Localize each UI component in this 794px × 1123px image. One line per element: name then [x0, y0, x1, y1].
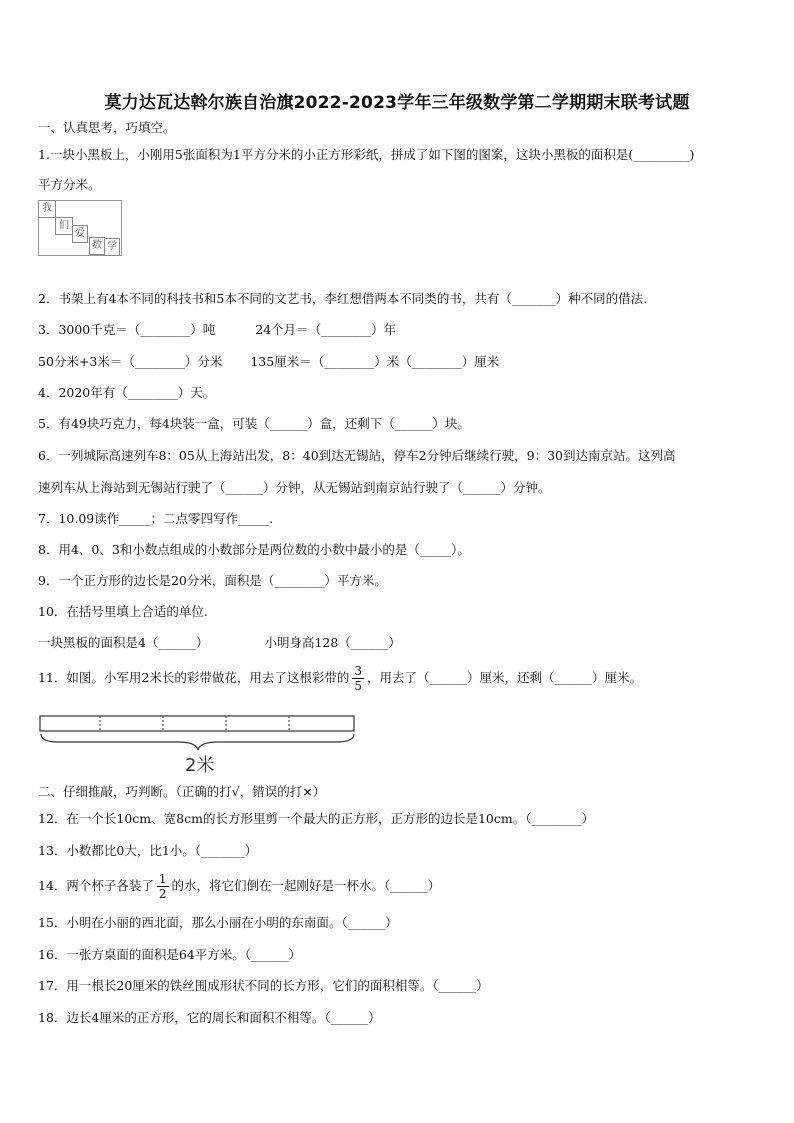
question-3d: 135厘米＝（________）米（________）厘米	[250, 354, 500, 369]
question-11-suffix: ，用去了（______）厘米，还剩（______）厘米。	[367, 670, 643, 685]
question-5: 5．有49块巧克力，每4块装一盒，可装（______）盒，还剩下（______）块。	[38, 416, 470, 431]
question-1-line-2: 平方分米。	[38, 177, 101, 192]
question-11-prefix: 11．如图。小军用2米长的彩带做花，用去了这根彩带的	[38, 670, 350, 685]
grid-cell: 数	[89, 237, 105, 255]
question-14-suffix: 的水，将它们倒在一起刚好是一杯水。（______）	[171, 878, 441, 893]
question-2: 2．书架上有4本不同的科技书和5本不同的文艺书，李红想借两本不同类的书，共有（_______）种不同的借法.	[38, 291, 648, 306]
brace	[41, 734, 354, 750]
question-9: 9．一个正方形的边长是20分米，面积是（________）平方米。	[38, 573, 387, 588]
question-7: 7．10.09读作_____；二点零四写作_____.	[38, 511, 274, 526]
question-8: 8．用4、0、3和小数点组成的小数部分是两位数的小数中最小的是（_____）。	[38, 542, 470, 557]
question-6-line-2: 速列车从上海站到无锡站行驶了（______）分钟，从无锡站到南京站行驶了（______）分钟。	[38, 480, 551, 495]
question-16: 16．一张方桌面的面积是64平方米。（______）	[38, 947, 302, 962]
grid-cell: 爱	[72, 225, 88, 243]
question-3b: 24个月＝（________）年	[255, 322, 397, 337]
fraction-denominator: 5	[354, 679, 363, 693]
question-13: 13．小数都比0大，比1小。（_______）	[38, 843, 258, 858]
question-15: 15．小明在小丽的西北面，那么小丽在小明的东南面。（______）	[38, 915, 398, 930]
ribbon-bar	[40, 716, 354, 731]
question-14	[38, 871, 440, 901]
question-10-row	[38, 634, 401, 652]
question-10: 10．在括号里填上合适的单位.	[38, 604, 208, 619]
question-14-prefix: 14．两个杯子各装了	[38, 878, 154, 893]
question-11	[38, 663, 642, 693]
grid-cell: 学	[104, 238, 120, 256]
fraction-numerator: 3	[354, 664, 363, 678]
fraction-denominator: 2	[158, 887, 167, 901]
grid-figure	[38, 200, 122, 256]
section-2-heading: 二、仔细推敲，巧判断。（正确的打√，错误的打×）	[38, 784, 326, 799]
question-3-row-2	[38, 353, 499, 371]
grid-cell: 我	[38, 200, 56, 218]
fraction-three-fifths	[352, 664, 364, 693]
question-3-row-1	[38, 321, 396, 339]
question-3a: 3．3000千克＝（________）吨	[38, 322, 216, 337]
ribbon-figure	[38, 712, 358, 774]
fraction-numerator: 1	[158, 872, 167, 886]
ribbon-length-label: 2米	[185, 755, 215, 774]
question-3c: 50分米+3米＝（________）分米	[38, 354, 223, 369]
question-10b: 小明身高128（______）	[264, 635, 401, 650]
question-12: 12．在一个长10cm、宽8cm的长方形里剪一个最大的正方形，正方形的边长是10cm。（________）	[38, 811, 594, 826]
question-1-line-1: 1.一块小黑板上，小刚用5张面积为1平方分米的小正方形彩纸，拼成了如下图的图案，这块小黑板的面积是(_________)	[38, 147, 695, 162]
question-4: 4．2020年有（________）天。	[38, 385, 216, 400]
fraction-one-half	[157, 872, 169, 901]
question-6-line-1: 6．一列城际高速列车8：05从上海站出发，8：40到达无锡站，停车2分钟后继续行驶，9：30到达南京站。这列高	[38, 448, 676, 463]
grid-cell: 们	[55, 217, 73, 235]
page-title: 莫力达瓦达斡尔族自治旗2022-2023学年三年级数学第二学期期末联考试题	[104, 93, 690, 113]
question-10a: 一块黑板的面积是4（______）	[38, 635, 209, 650]
section-1-heading: 一、认真思考，巧填空。	[38, 120, 176, 135]
question-17: 17．用一根长20厘米的铁丝围成形状不同的长方形，它们的面积相等。（______）	[38, 978, 489, 993]
question-18: 18．边长4厘米的正方形，它的周长和面积不相等。（______）	[38, 1010, 381, 1025]
